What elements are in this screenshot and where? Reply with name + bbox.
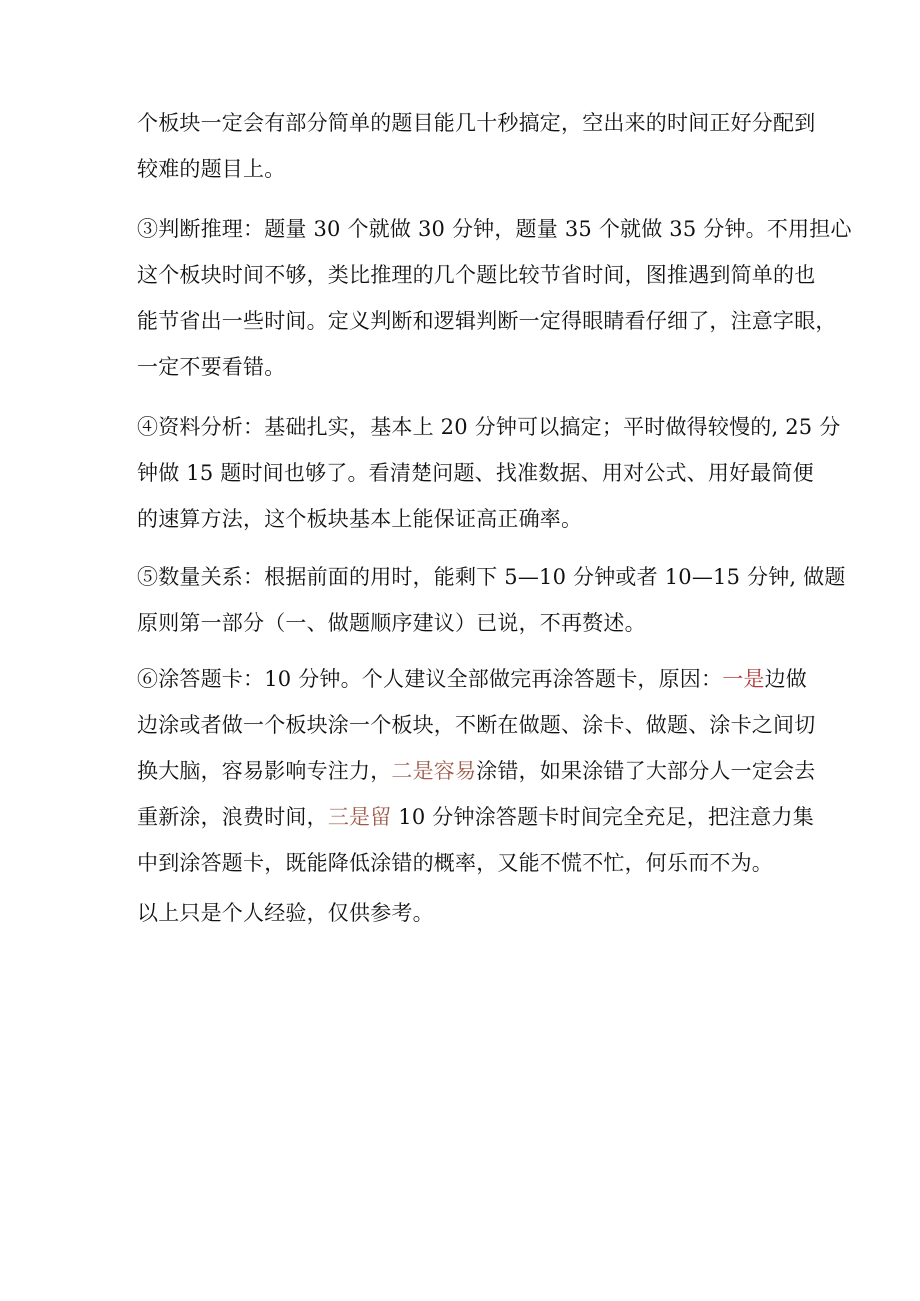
highlight-text: 一是: [722, 667, 765, 691]
paragraph-answer-sheet: [137, 656, 827, 886]
text-segment: 边做: [764, 667, 808, 691]
paragraph-closing: [137, 890, 827, 936]
paragraph-data-analysis: [137, 404, 841, 542]
paragraph-judgment-reasoning: [137, 206, 852, 390]
text-line: 这个板块时间不够，类比推理的几个题比较节省时间，图推遇到简单的也: [137, 263, 816, 287]
text-line: 的速算方法，这个板块基本上能保证高正确率。: [137, 507, 583, 531]
text-line: 中到涂答题卡，既能降低涂错的概率，又能不慌不忙，何乐而不为。: [137, 851, 773, 875]
text-line: ③判断推理：题量 30 个就做 30 分钟，题量 35 个就做 35 分钟。不用担心: [137, 217, 852, 241]
text-line: 较难的题目上。: [137, 157, 286, 181]
text-line: 能节省出一些时间。定义判断和逻辑判断一定得眼睛看仔细了，注意字眼，: [137, 309, 837, 333]
highlight-text: 三是留: [327, 805, 392, 829]
text-line: 钟做 15 题时间也够了。看清楚问题、找准数据、用对公式、用好最简便: [137, 461, 814, 485]
text-line: 个板块一定会有部分简单的题目能几十秒搞定，空出来的时间正好分配到: [137, 111, 816, 135]
text-segment: 换大脑，容易影响专注力，: [137, 759, 392, 783]
text-segment: 涂错，如果涂错了大部分人一定会去: [476, 759, 816, 783]
text-segment: ⑥涂答题卡：10 分钟。个人建议全部做完再涂答题卡，原因：: [137, 667, 723, 691]
paragraph-quantitative-relations: [137, 554, 846, 646]
text-line: ⑤数量关系：根据前面的用时，能剩下 5—10 分钟或者 10—15 分钟, 做题: [137, 565, 846, 589]
highlight-text: 二是容易: [391, 759, 477, 783]
paragraph-intro-continuation: [137, 100, 827, 192]
text-segment: 重新涂，浪费时间，: [137, 805, 328, 829]
text-line: 边涂或者做一个板块涂一个板块，不断在做题、涂卡、做题、涂卡之间切: [137, 713, 816, 737]
text-line: ④资料分析：基础扎实，基本上 20 分钟可以搞定；平时做得较慢的, 25 分: [137, 415, 841, 439]
text-line: [137, 748, 827, 794]
text-segment: 10 分钟涂答题卡时间完全充足，把注意力集: [391, 805, 814, 829]
text-line: 以上只是个人经验，仅供参考。: [137, 901, 434, 925]
text-line: [137, 656, 827, 702]
text-line: [137, 794, 827, 840]
text-line: 原则第一部分（一、做题顺序建议）已说，不再赘述。: [137, 611, 646, 635]
text-line: 一定不要看错。: [137, 355, 286, 379]
